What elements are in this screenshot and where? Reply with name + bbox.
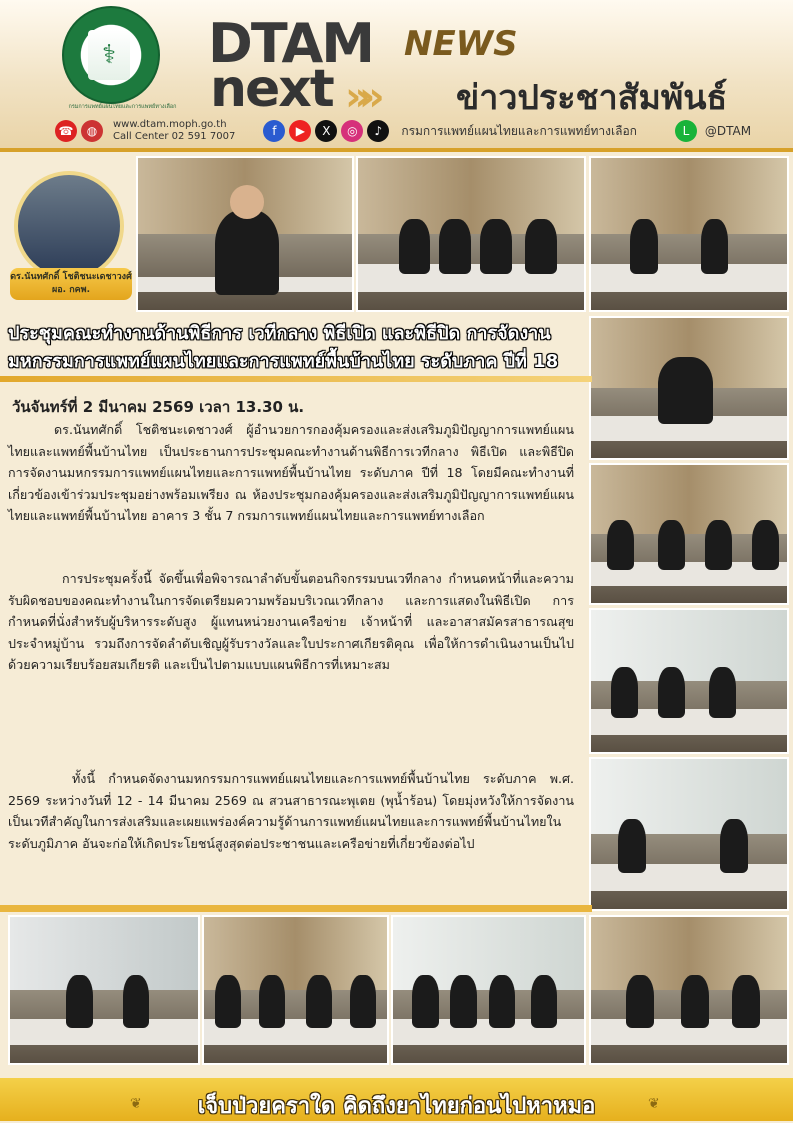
meeting-photo-presentation bbox=[589, 156, 789, 312]
contact-info bbox=[113, 119, 235, 143]
brand-next: next bbox=[210, 59, 333, 119]
article-title bbox=[0, 314, 592, 376]
paragraph-2: การประชุมครั้งนี้ จัดขึ้นเพื่อพิจารณาลำดับขั้นตอนกิจกรรมบนเวทีกลาง กำหนดหน้าที่และความรับผิดชอบของคณะทำงานในการจัดเตรียมความพร้อมบริเวณเวทีกลาง และการแสดงในพิธีเปิด การกำหนดที่นั่งสำหรับผู้บริหารระดับสูง ผู้แทนหน่วยงานเครือข่าย เจ้าหน้าที่ และอาสาสมัครสาธารณสุขประจำหมู่บ้าน รวมถึงการจัดลำดับเชิญผู้รับรางวัลและใบประกาศเกียรติคุณ เพื่อให้การดำเนินงานเป็นไปด้วยความเรียบร้อยสมเกียรติ และเป็นไปตามแบบแผนพิธีการที่เหมาะสม bbox=[8, 571, 574, 672]
chevron-decoration: »» bbox=[345, 74, 373, 120]
line-icon[interactable]: L bbox=[675, 120, 697, 142]
section-divider bbox=[0, 905, 592, 912]
leaf-icon-right: ❦ bbox=[648, 1096, 660, 1112]
footer-slogan: เจ็บป่วยคราใด คิดถึงยาไทยก่อนไปหาหมอ bbox=[197, 1094, 596, 1119]
director-portrait bbox=[14, 171, 124, 281]
tiktok-icon[interactable]: ♪ bbox=[367, 120, 389, 142]
leaf-icon-left: ❦ bbox=[130, 1096, 142, 1112]
bottom-photo-2 bbox=[202, 915, 389, 1065]
bottom-photo-4 bbox=[589, 915, 789, 1065]
bottom-photo-3 bbox=[391, 915, 586, 1065]
website-link[interactable]: www.dtam.moph.go.th bbox=[113, 119, 227, 130]
facebook-icon[interactable]: f bbox=[263, 120, 285, 142]
title-underline bbox=[0, 376, 592, 382]
title-line-2: มหกรรมการแพทย์แผนไทยและการแพทย์พื้นบ้านไทย ระดับภาค ปีที่ 18 bbox=[8, 351, 559, 372]
meeting-photo-group-3 bbox=[589, 757, 789, 911]
brand-news: NEWS bbox=[404, 24, 518, 64]
meeting-photo-group-2 bbox=[589, 608, 789, 754]
portrait-name: ดร.นันทศักดิ์ โชติชนะเดชาวงศ์ bbox=[10, 272, 132, 282]
line-id: @DTAM bbox=[704, 124, 752, 138]
meeting-photo-chair bbox=[136, 156, 354, 312]
meeting-photo-participant bbox=[589, 316, 789, 460]
bottom-photo-1 bbox=[8, 915, 200, 1065]
portrait-caption bbox=[10, 268, 132, 300]
paragraph-1: ดร.นันทศักดิ์ โชติชนะเดชาวงศ์ ผู้อำนวยการกองคุ้มครองและส่งเสริมภูมิปัญญาการแพทย์แผนไทยและแพทย์พื้นบ้านไทย เป็นประธานการประชุมคณะทำงานด้านพิธีการเวทีกลาง พิธีเปิด และพิธีปิด การจัดงานมหกรรมการแพทย์แผนไทยและการแพทย์พื้นบ้านไทย ระดับภาค ปีที่ 18 โดยมีคณะทำงานที่เกี่ยวข้องเข้าร่วมประชุมอย่างพร้อมเพรียง ณ ห้องประชุมกองคุ้มครองและส่งเสริมภูมิปัญญาการแพทย์แผนไทยและแพทย์พื้นบ้านไทย อาคาร 3 ชั้น 7 กรมการแพทย์แผนไทยและการแพทย์ทางเลือก bbox=[8, 422, 574, 523]
call-center: Call Center 02 591 7007 bbox=[113, 131, 236, 142]
brand-dtam: DTAM bbox=[208, 12, 373, 75]
caduceus-icon: ⚕ bbox=[88, 30, 130, 80]
header-banner bbox=[0, 0, 793, 152]
logo-department-text: กรมการแพทย์แผนไทยและการแพทย์ทางเลือก bbox=[68, 104, 177, 110]
meeting-photo-group-1 bbox=[589, 463, 789, 605]
article-date: วันจันทร์ที่ 2 มีนาคม 2569 เวลา 13.30 น. bbox=[12, 398, 305, 416]
globe-icon[interactable]: ◍ bbox=[81, 120, 103, 142]
department-name: กรมการแพทย์แผนไทยและการแพทย์ทางเลือก bbox=[401, 123, 637, 138]
portrait-position: ผอ. กคพ. bbox=[51, 285, 91, 295]
meeting-photo-room bbox=[356, 156, 586, 312]
section-title: ข่าวประชาสัมพันธ์ bbox=[456, 78, 728, 118]
instagram-icon[interactable]: ◎ bbox=[341, 120, 363, 142]
x-icon[interactable]: X bbox=[315, 120, 337, 142]
ministry-logo bbox=[62, 6, 160, 104]
youtube-icon[interactable]: ▶ bbox=[289, 120, 311, 142]
phone-icon[interactable]: ☎ bbox=[55, 120, 77, 142]
title-line-1: ประชุมคณะทำงานด้านพิธีการ เวทีกลาง พิธีเปิด และพิธีปิด การจัดงาน bbox=[8, 323, 551, 344]
paragraph-3: ทั้งนี้ กำหนดจัดงานมหกรรมการแพทย์แผนไทยและการแพทย์พื้นบ้านไทย ระดับภาค พ.ศ. 2569 ระหว่างวันที่ 12 - 14 มีนาคม 2569 ณ สวนสาธารณะพุเตย (พุน้ำร้อน) โดยมุ่งหวังให้การจัดงานเป็นเวทีสำคัญในการส่งเสริมและเผยแพร่องค์ความรู้ด้านการแพทย์แผนไทยและการแพทย์พื้นบ้านไทยในระดับภูมิภาค อันจะก่อให้เกิดประโยชน์สูงสุดต่อประชาชนและเครือข่ายที่เกี่ยวข้องต่อไป bbox=[8, 771, 574, 851]
contact-bar bbox=[55, 116, 790, 146]
